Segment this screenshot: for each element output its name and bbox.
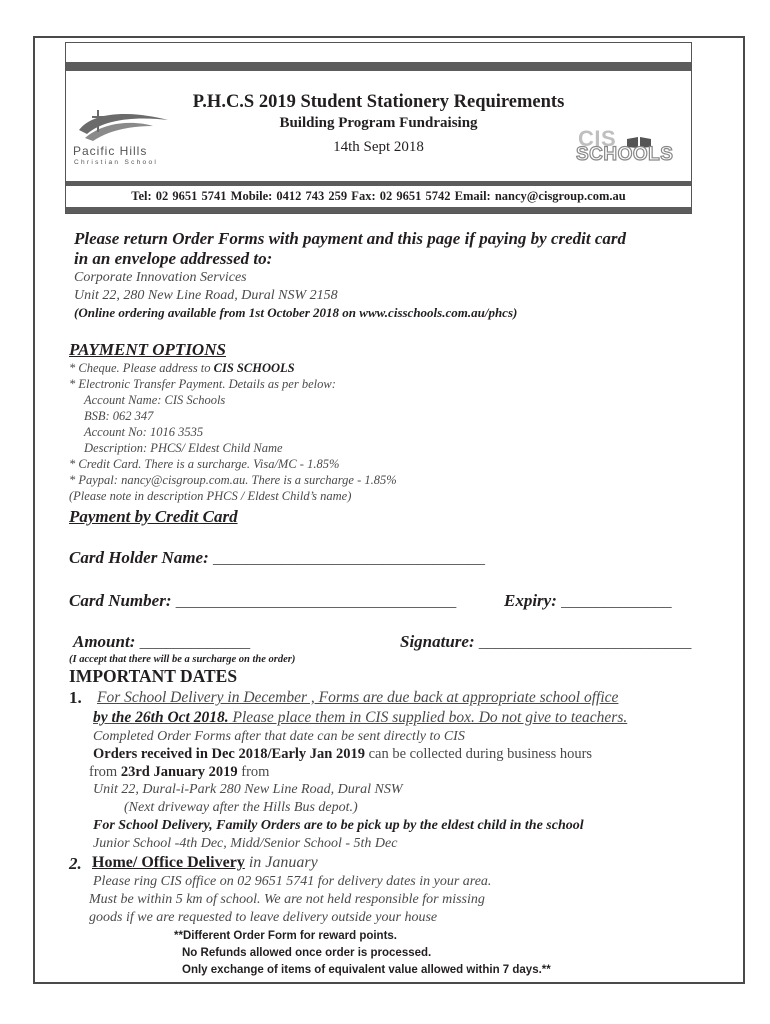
header-divider-bar xyxy=(66,181,691,186)
family-orders-note: For School Delivery, Family Orders are to be pick up by the eldest child in the school xyxy=(93,818,584,833)
cis-logo-top-text: CIS xyxy=(578,126,617,151)
payment-eft: * Electronic Transfer Payment. Details as per below: xyxy=(69,377,336,391)
address-line1: Corporate Innovation Services xyxy=(74,270,247,285)
orders-received-period: Orders received in Dec 2018/Early Jan 2019 xyxy=(93,746,365,762)
item2-heading: Home/ Office Delivery in January xyxy=(92,854,318,871)
orders-received-note: Orders received in Dec 2018/Early Jan 2019 can be collected during business hours xyxy=(93,746,593,762)
item1-line1: For School Delivery in December , Forms are due back at appropriate school office xyxy=(97,689,619,706)
card-number-line[interactable]: _________________________________ xyxy=(175,591,457,610)
eft-bsb: BSB: 062 347 xyxy=(84,409,154,423)
home-office-delivery-label: Home/ Office Delivery xyxy=(92,854,245,871)
collection-start-date: 23rd January 2019 xyxy=(120,764,238,780)
signature-label: Signature: xyxy=(400,632,479,651)
card-number-label: Card Number: xyxy=(69,591,176,610)
eft-description: Description: PHCS/ Eldest Child Name xyxy=(84,441,283,455)
cis-logo-bottom-text: SCHOOLS xyxy=(576,144,674,165)
driveway-note: (Next driveway after the Hills Bus depot.) xyxy=(124,800,358,815)
address-line2: Unit 22, 280 New Line Road, Dural NSW 2158 xyxy=(74,288,338,303)
item1-number: 1. xyxy=(69,688,82,707)
collection-start: from 23rd January 2019 from xyxy=(89,764,270,780)
cis-schools-logo xyxy=(576,126,686,170)
logo-school-name: Pacific Hills xyxy=(73,144,148,158)
payment-options-heading: PAYMENT OPTIONS xyxy=(69,340,226,359)
expiry-line[interactable]: _____________ xyxy=(561,591,672,610)
card-holder-label: Card Holder Name: xyxy=(69,548,214,567)
document-subtitle: Building Program Fundraising xyxy=(279,115,478,131)
important-dates-heading: IMPORTANT DATES xyxy=(69,666,238,686)
logo-school-subtitle: Christian School xyxy=(74,159,159,166)
credit-card-heading: Payment by Credit Card xyxy=(69,507,238,526)
payment-paypal: * Paypal: nancy@cisgroup.com.au. There is a surcharge - 1.85% xyxy=(69,473,397,487)
item2-number: 2. xyxy=(69,854,82,873)
letterhead xyxy=(65,42,692,214)
signature-line[interactable]: _________________________ xyxy=(478,632,692,651)
due-date: by the 26th Oct 2018. xyxy=(93,709,229,726)
no-refunds-note: No Refunds allowed once order is processed. xyxy=(182,947,432,959)
reward-points-note: **Different Order Form for reward points. xyxy=(174,930,398,942)
pickup-dates: Junior School -4th Dec, Midd/Senior School - 5th Dec xyxy=(93,836,398,851)
amount-field[interactable] xyxy=(73,632,250,652)
card-number-field[interactable] xyxy=(69,591,456,611)
completed-forms-note: Completed Order Forms after that date can be sent directly to CIS xyxy=(93,729,465,744)
amount-label: Amount: xyxy=(73,632,140,651)
eft-account-name: Account Name: CIS Schools xyxy=(84,393,226,407)
card-holder-field[interactable] xyxy=(69,548,485,568)
document-title: P.H.C.S 2019 Student Stationery Requirements xyxy=(192,92,565,112)
item1-line2: by the 26th Oct 2018. Please place them in CIS supplied box. Do not give to teachers. xyxy=(93,709,628,726)
signature-field[interactable] xyxy=(400,632,691,652)
payment-credit-card: * Credit Card. There is a surcharge. Visa/MC - 1.85% xyxy=(69,457,340,471)
header-top-bar xyxy=(66,62,691,71)
return-heading-line1: Please return Order Forms with payment and this page if paying by credit card xyxy=(74,229,627,248)
ring-office-note: Please ring CIS office on 02 9651 5741 for delivery dates in your area. xyxy=(93,874,492,889)
amount-line[interactable]: _____________ xyxy=(139,632,251,651)
card-holder-line[interactable]: ________________________________ xyxy=(213,548,486,567)
document-date: 14th Sept 2018 xyxy=(333,139,424,155)
payment-cheque: * Cheque. Please address to CIS SCHOOLS xyxy=(69,361,295,375)
eft-account-number: Account No: 1016 3535 xyxy=(84,425,204,439)
cheque-payee: CIS SCHOOLS xyxy=(213,361,295,375)
within-5km-note: Must be within 5 km of school. We are not held responsible for missing xyxy=(89,892,485,907)
collection-address: Unit 22, Dural-i-Park 280 New Line Road, Dural NSW xyxy=(93,782,403,797)
header-bottom-bar xyxy=(66,207,691,213)
expiry-field[interactable] xyxy=(504,591,672,611)
surcharge-acceptance-note: (I accept that there will be a surcharge on the order) xyxy=(69,654,296,665)
return-heading-line2: in an envelope addressed to: xyxy=(74,249,273,268)
contact-details: Tel: 02 9651 5741 Mobile: 0412 743 259 Fax: 02 9651 5742 Email: nancy@cisgroup.com.au xyxy=(131,189,626,203)
exchange-policy-note: Only exchange of items of equivalent value allowed within 7 days.** xyxy=(182,964,551,976)
missing-goods-note: goods if we are requested to leave delivery outside your house xyxy=(89,910,438,925)
payment-description-note: (Please note in description PHCS / Eldest Child’s name) xyxy=(69,489,352,503)
expiry-label: Expiry: xyxy=(504,591,562,610)
online-ordering-note: (Online ordering available from 1st October 2018 on www.cisschools.com.au/phcs) xyxy=(74,305,518,320)
